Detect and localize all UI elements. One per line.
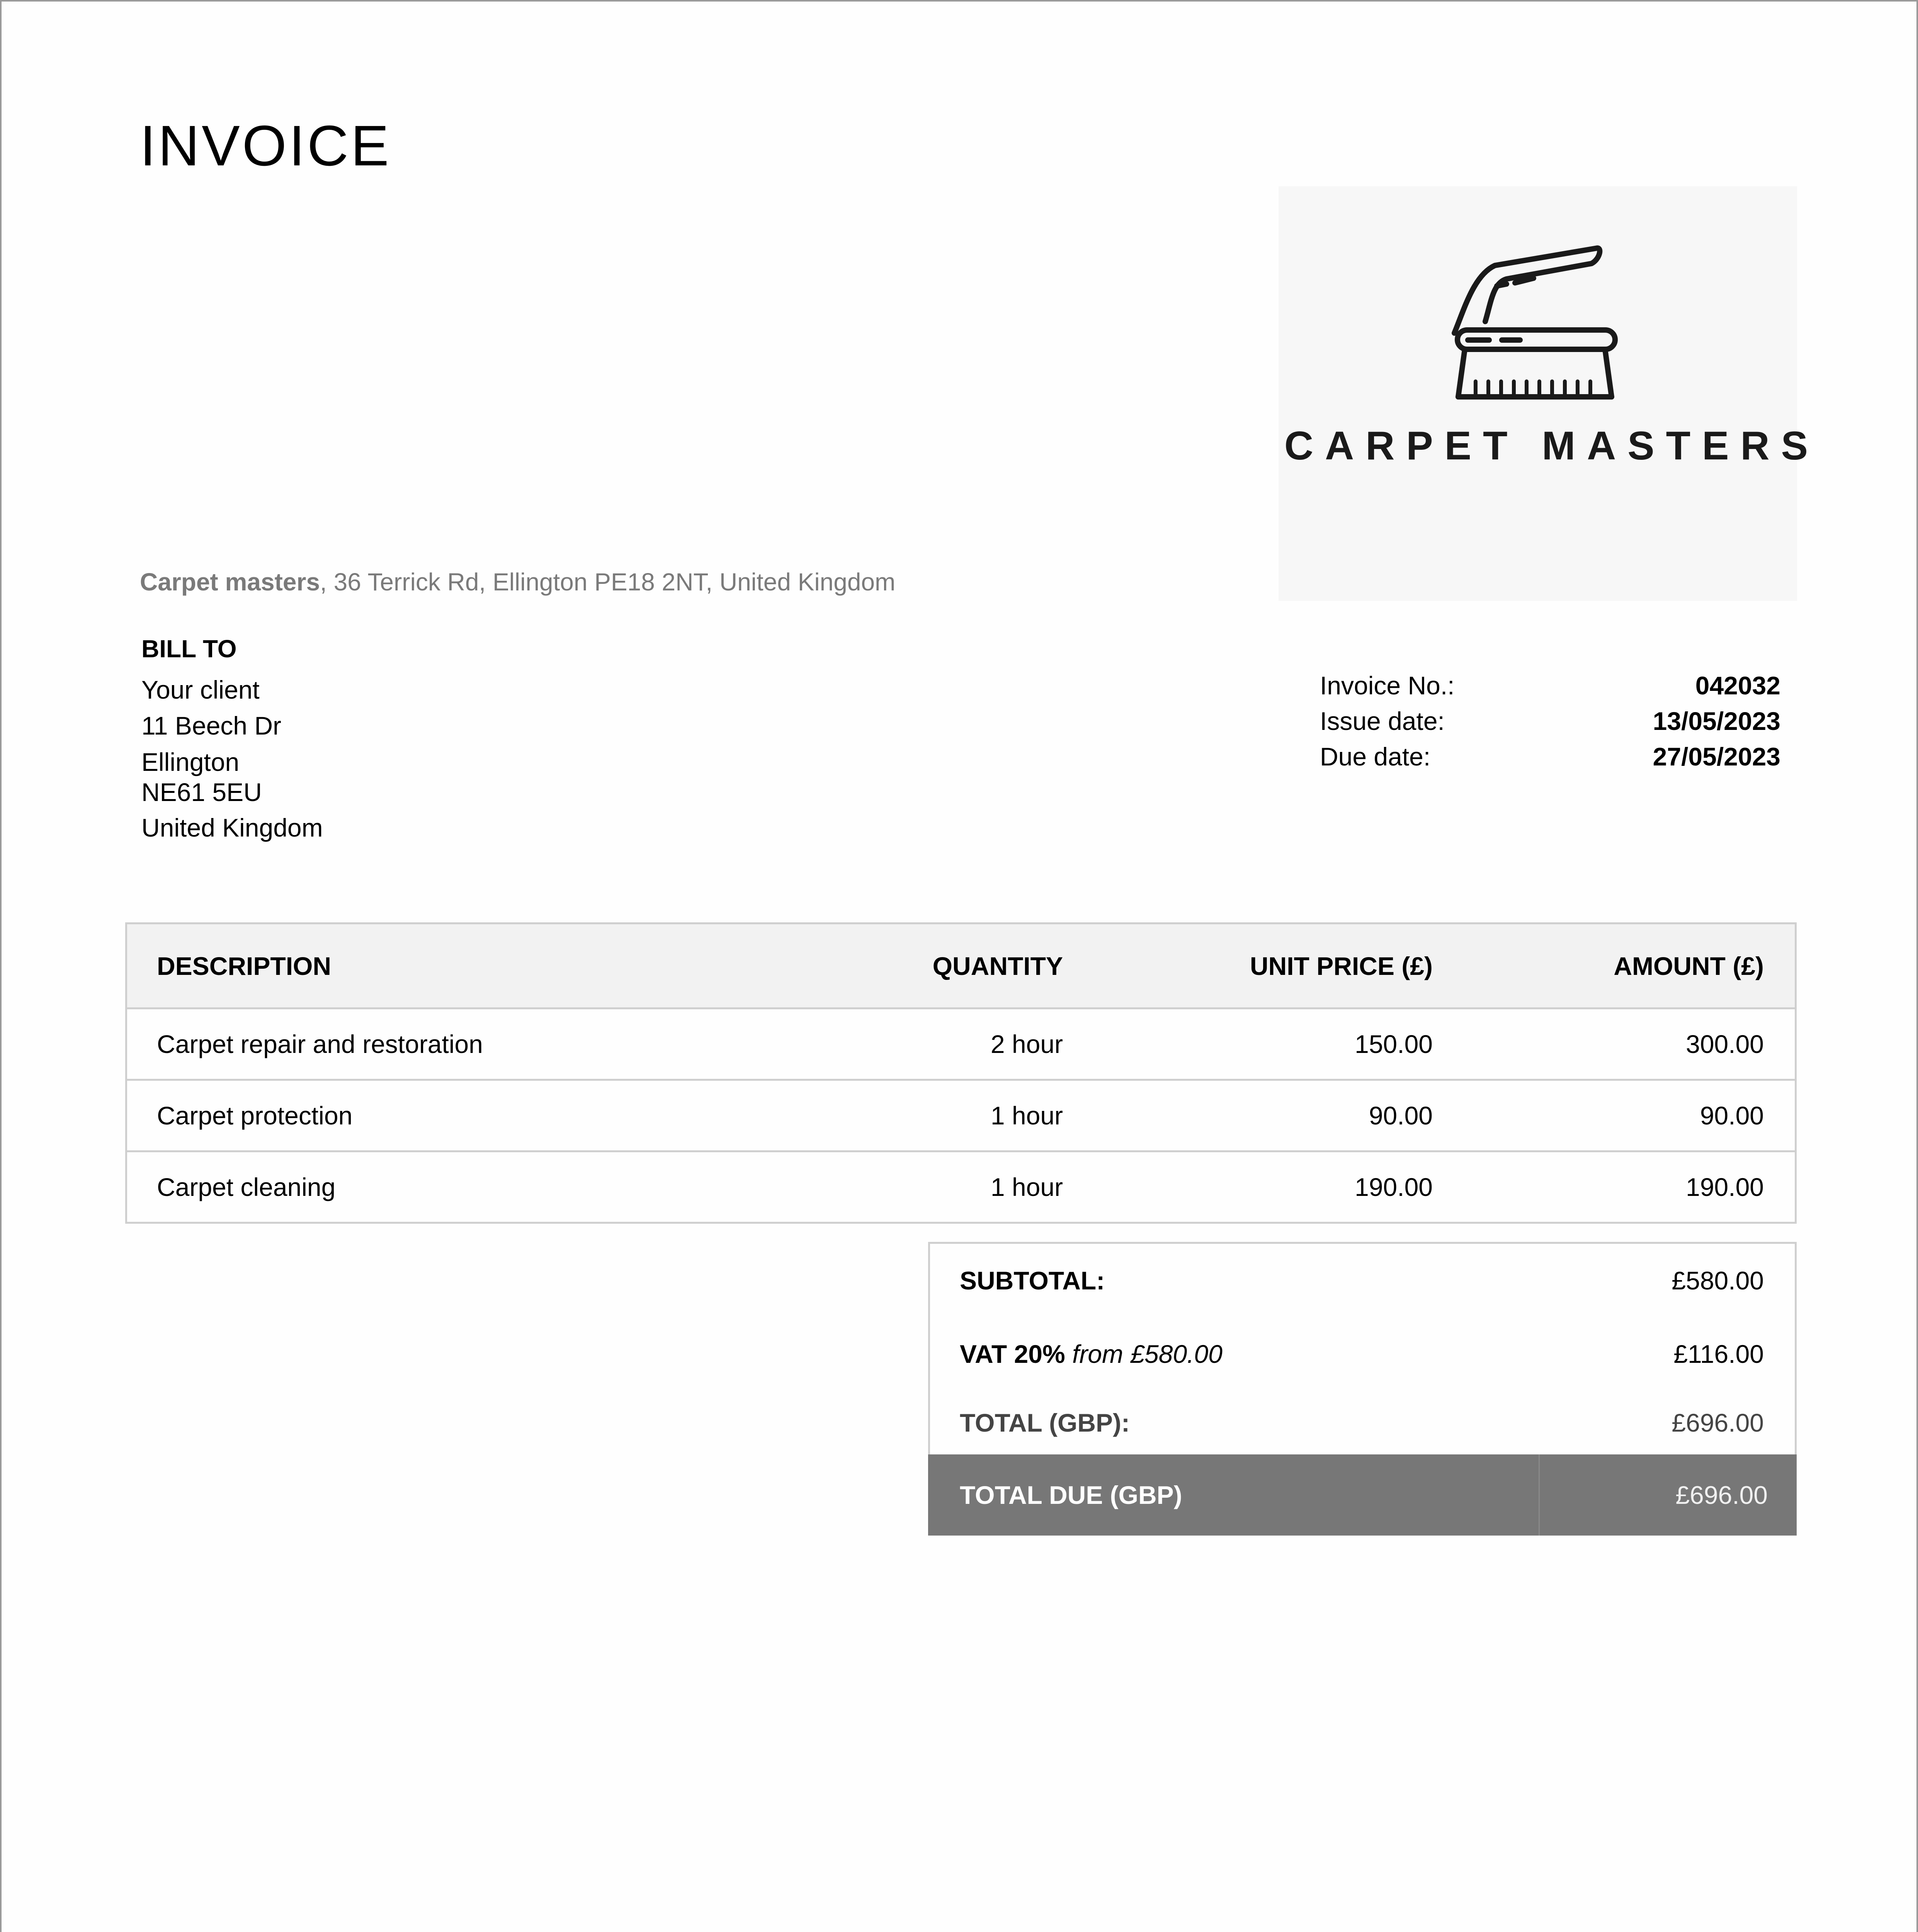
bill-to-block bbox=[141, 635, 323, 842]
bill-to-postcode: NE61 5EU bbox=[141, 778, 262, 806]
meta-invoice-number bbox=[1320, 673, 1780, 708]
carpet-brush-icon bbox=[1279, 186, 1797, 601]
meta-value: 13/05/2023 bbox=[1653, 707, 1780, 735]
row-unit-price: 190.00 bbox=[1355, 1173, 1433, 1201]
row-description: Carpet repair and restoration bbox=[157, 1030, 483, 1058]
sender-address: , 36 Terrick Rd, Ellington PE18 2NT, United Kingdom bbox=[320, 568, 896, 596]
total-due-label: TOTAL DUE (GBP) bbox=[960, 1481, 1182, 1509]
row-amount: 190.00 bbox=[1686, 1173, 1764, 1201]
total-due-divider bbox=[1539, 1454, 1540, 1536]
table-row bbox=[127, 1152, 1795, 1222]
meta-issue-date bbox=[1320, 708, 1780, 744]
header-unit-price: UNIT PRICE (£) bbox=[1250, 951, 1433, 980]
meta-due-date bbox=[1320, 744, 1780, 779]
total-due-value: £696.00 bbox=[1675, 1481, 1768, 1509]
row-quantity: 2 hour bbox=[990, 1030, 1063, 1058]
sender-address-line bbox=[140, 570, 895, 594]
bill-to-city: Ellington bbox=[141, 748, 240, 776]
meta-value: 042032 bbox=[1695, 671, 1780, 700]
bill-to-country: United Kingdom bbox=[141, 813, 323, 842]
header-quantity: QUANTITY bbox=[932, 951, 1063, 980]
totals-box bbox=[928, 1242, 1797, 1536]
total-label: TOTAL (GBP): bbox=[960, 1408, 1130, 1437]
company-logo bbox=[1279, 186, 1819, 601]
subtotal-value: £580.00 bbox=[1671, 1266, 1764, 1295]
invoice-title: INVOICE bbox=[140, 114, 391, 178]
sender-name: Carpet masters bbox=[140, 568, 320, 596]
bill-to-client: Your client bbox=[141, 675, 260, 704]
row-description: Carpet cleaning bbox=[157, 1173, 336, 1201]
vat-label: VAT 20% bbox=[960, 1340, 1065, 1368]
vat-basis: from £580.00 bbox=[1072, 1340, 1223, 1368]
row-unit-price: 150.00 bbox=[1355, 1030, 1433, 1058]
row-amount: 300.00 bbox=[1686, 1030, 1764, 1058]
logo-brand-text: CARPET MASTERS bbox=[1284, 423, 1819, 468]
subtotal-label: SUBTOTAL: bbox=[960, 1266, 1105, 1295]
line-items-table bbox=[125, 922, 1797, 1224]
subtotal-row bbox=[930, 1268, 1795, 1303]
meta-label: Due date: bbox=[1320, 742, 1431, 771]
total-row bbox=[930, 1410, 1795, 1445]
total-value: £696.00 bbox=[1671, 1408, 1764, 1437]
row-amount: 90.00 bbox=[1700, 1101, 1764, 1130]
bill-to-heading: BILL TO bbox=[141, 635, 237, 663]
bill-to-street: 11 Beech Dr bbox=[141, 711, 281, 740]
invoice-meta bbox=[1320, 673, 1780, 779]
meta-label: Issue date: bbox=[1320, 707, 1445, 735]
vat-value: £116.00 bbox=[1673, 1340, 1764, 1368]
table-row bbox=[127, 1081, 1795, 1152]
meta-label: Invoice No.: bbox=[1320, 671, 1455, 700]
table-header-row bbox=[127, 924, 1795, 1009]
vat-label-group bbox=[960, 1341, 1223, 1367]
row-description: Carpet protection bbox=[157, 1101, 353, 1130]
row-unit-price: 90.00 bbox=[1369, 1101, 1433, 1130]
total-due-bar bbox=[928, 1454, 1797, 1536]
table-row bbox=[127, 1009, 1795, 1081]
header-amount: AMOUNT (£) bbox=[1614, 951, 1764, 980]
header-description: DESCRIPTION bbox=[157, 951, 332, 980]
meta-value: 27/05/2023 bbox=[1653, 742, 1780, 771]
row-quantity: 1 hour bbox=[990, 1101, 1063, 1130]
row-quantity: 1 hour bbox=[990, 1173, 1063, 1201]
vat-row bbox=[930, 1341, 1795, 1376]
